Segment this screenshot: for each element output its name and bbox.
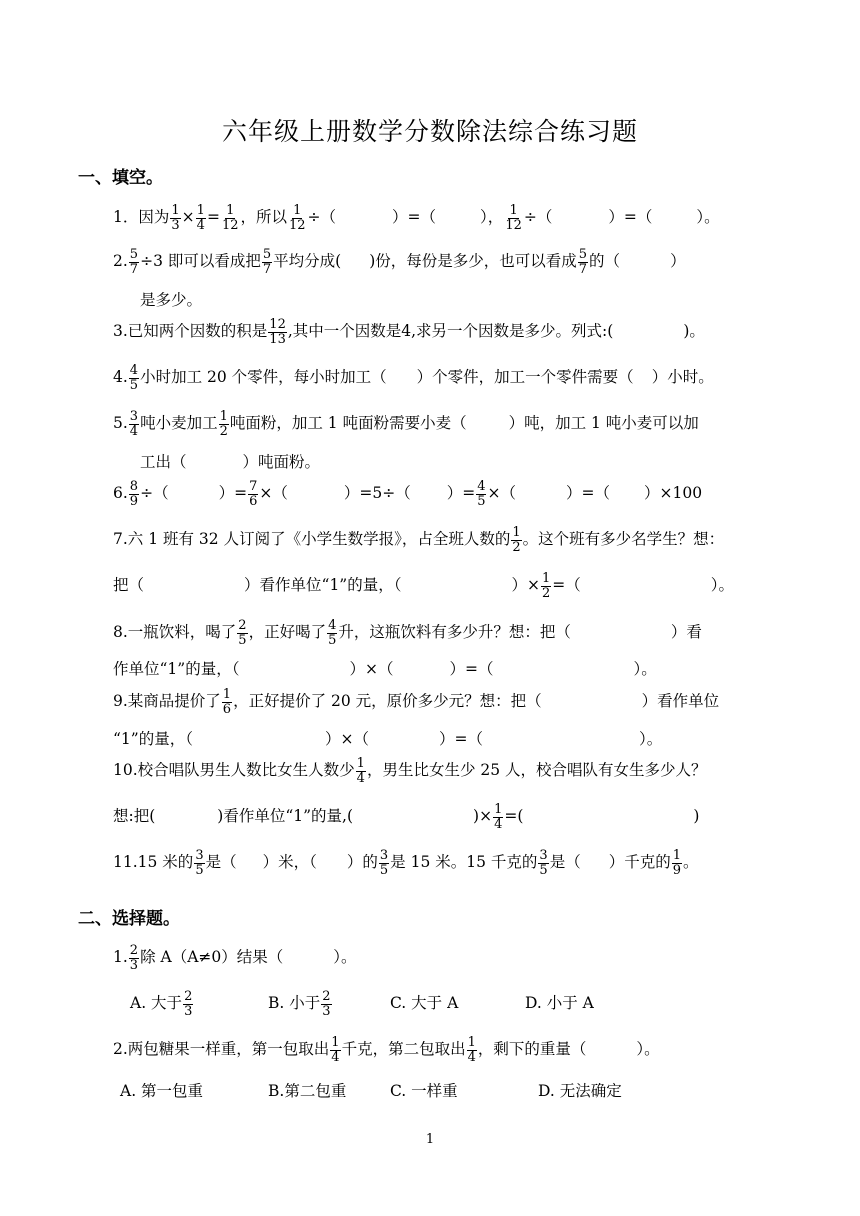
fraction: $\frac{3}{5}$: [195, 848, 204, 878]
choice-1-option-d: D. 小于 A: [525, 994, 594, 1012]
question-8: 8.一瓶饮料，喝了 $\frac{2}{5}$ ，正好喝了 $\frac{4}{5}$ 升，这瓶饮料有多少升？想：把（ ）看: [113, 618, 702, 648]
question-11: 11.15 米的 $\frac{3}{5}$ 是（ ）米，（ ）的 $\frac{3}{5}$ 是 15 米。15 千克的 $\frac{3}{5}$ 是（ ）千克的 $\frac{1}{9}$ 。: [113, 848, 699, 878]
fraction: $\frac{2}{3}$: [322, 989, 331, 1019]
fraction: $\frac{1}{4}$: [494, 802, 503, 832]
fraction: $\frac{1}{12}$: [289, 203, 306, 233]
fraction: $\frac{5}{7}$: [129, 247, 139, 277]
fraction: $\frac{1}{2}$: [541, 571, 551, 601]
fraction: $\frac{1}{4}$: [331, 1035, 340, 1065]
fraction: $\frac{1}{12}$: [221, 203, 239, 233]
fraction: $\frac{1}{4}$: [467, 1035, 476, 1065]
choice-1-option-a: A. 大于 $\frac{2}{3}$: [130, 989, 193, 1019]
fraction: $\frac{2}{5}$: [238, 618, 247, 648]
question-10: 10.校合唱队男生人数比女生人数少 $\frac{1}{4}$ ，男生比女生少 25 人，校合唱队有女生多少人？: [113, 756, 707, 786]
fraction: $\frac{8}{9}$: [129, 479, 139, 509]
fraction: $\frac{4}{5}$: [129, 363, 139, 393]
fraction: $\frac{1}{6}$: [222, 687, 232, 717]
choice-1-option-b: B. 小于 $\frac{2}{3}$: [268, 989, 331, 1019]
section-heading-multiple-choice: 二、选择题。: [78, 909, 180, 929]
fraction: $\frac{1}{9}$: [672, 848, 681, 878]
question-2-line-2: 是多少。: [140, 291, 203, 309]
choice-2-option-c: C. 一样重: [390, 1082, 458, 1100]
question-9: 9.某商品提价了 $\frac{1}{6}$ ，正好提价了 20 元，原价多少元？想：把（ ）看作单位: [113, 687, 720, 717]
fraction: $\frac{5}{7}$: [578, 247, 588, 277]
choice-question-2: 2.两包糖果一样重，第一包取出 $\frac{1}{4}$ 千克，第二包取出 $\frac{1}{4}$ ，剩下的重量（ ）。: [113, 1035, 660, 1065]
fraction: $\frac{2}{3}$: [129, 943, 139, 973]
choice-2-option-a: A. 第一包重: [120, 1082, 204, 1100]
section-heading-fill-in: 一、填空。: [78, 168, 163, 188]
fraction: $\frac{12}{13}$: [269, 317, 286, 347]
fraction: $\frac{1}{12}$: [505, 203, 522, 233]
fraction: $\frac{4}{5}$: [328, 618, 337, 648]
question-8-line-2: 作单位“1”的量，（ ）×（ ）=（ ）。: [113, 660, 657, 678]
question-3: 3.已知两个因数的积是 $\frac{12}{13}$ ,其中一个因数是4,求另一个因数是多少。列式:( )。: [113, 317, 705, 347]
fraction: $\frac{3}{5}$: [379, 848, 389, 878]
question-5-line-2: 工出（ ）吨面粉。: [140, 453, 321, 471]
fraction: $\frac{7}{6}$: [249, 479, 258, 509]
fraction: $\frac{4}{5}$: [477, 479, 486, 509]
question-10-line-2: 想:把( )看作单位“1”的量,( )× $\frac{1}{4}$ =( ): [113, 802, 700, 832]
page-number: 1: [425, 1132, 435, 1147]
fraction: $\frac{5}{7}$: [262, 247, 272, 277]
q1-text: 1．因为: [113, 208, 170, 227]
question-9-line-2: “1”的量，（ ）×（ ）=（ ）。: [113, 730, 663, 748]
fraction: $\frac{3}{5}$: [539, 848, 548, 878]
page-title: 六年级上册数学分数除法综合练习题: [221, 117, 638, 146]
choice-2-option-b: B.第二包重: [268, 1082, 347, 1100]
question-7-line-2: 把（ ）看作单位“1”的量，（ ）× $\frac{1}{2}$ =（ ）。: [113, 571, 735, 601]
question-4: 4. $\frac{4}{5}$ 小时加工 20 个零件，每小时加工（ ）个零件，加工一个零件需要（ ）小时。: [113, 363, 714, 393]
fraction: $\frac{1}{3}$: [171, 203, 180, 233]
fraction: $\frac{1}{2}$: [512, 525, 521, 555]
question-7: 7.六 1 班有 32 人订阅了《小学生数学报》，占全班人数的 $\frac{1}{2}$ 。这个班有多少名学生？想：: [113, 525, 725, 555]
fraction: $\frac{1}{4}$: [196, 203, 205, 233]
choice-1-option-c: C. 大于 A: [390, 994, 459, 1012]
fraction: $\frac{1}{2}$: [219, 409, 228, 439]
fraction: $\frac{1}{4}$: [356, 756, 365, 786]
fraction: $\frac{3}{4}$: [129, 409, 139, 439]
question-5: 5. $\frac{3}{4}$ 吨小麦加工 $\frac{1}{2}$ 吨面粉，加工 1 吨面粉需要小麦（ ）吨，加工 1 吨小麦可以加: [113, 409, 699, 439]
question-1: 1．因为 $\frac{1}{3}$ × $\frac{1}{4}$ = $\frac{1}{12}$ ，所以 $\frac{1}{12}$ ÷（ ）=（ ）， $\frac{1}{12}$ ÷（ ）=（ ）。: [113, 203, 720, 233]
choice-2-option-d: D. 无法确定: [538, 1082, 622, 1100]
choice-question-1: 1. $\frac{2}{3}$ 除 A（A≠0）结果（ ）。: [113, 943, 357, 973]
question-2: 2. $\frac{5}{7}$ ÷3 即可以看成把 $\frac{5}{7}$ 平均分成( )份，每份是多少，也可以看成 $\frac{5}{7}$ 的（ ）: [113, 247, 686, 277]
question-6: 6. $\frac{8}{9}$ ÷（ ）= $\frac{7}{6}$ ×（ ）=5÷（ ）= $\frac{4}{5}$ ×（ ）=（ ）×100: [113, 479, 703, 509]
fraction: $\frac{2}{3}$: [184, 989, 193, 1019]
